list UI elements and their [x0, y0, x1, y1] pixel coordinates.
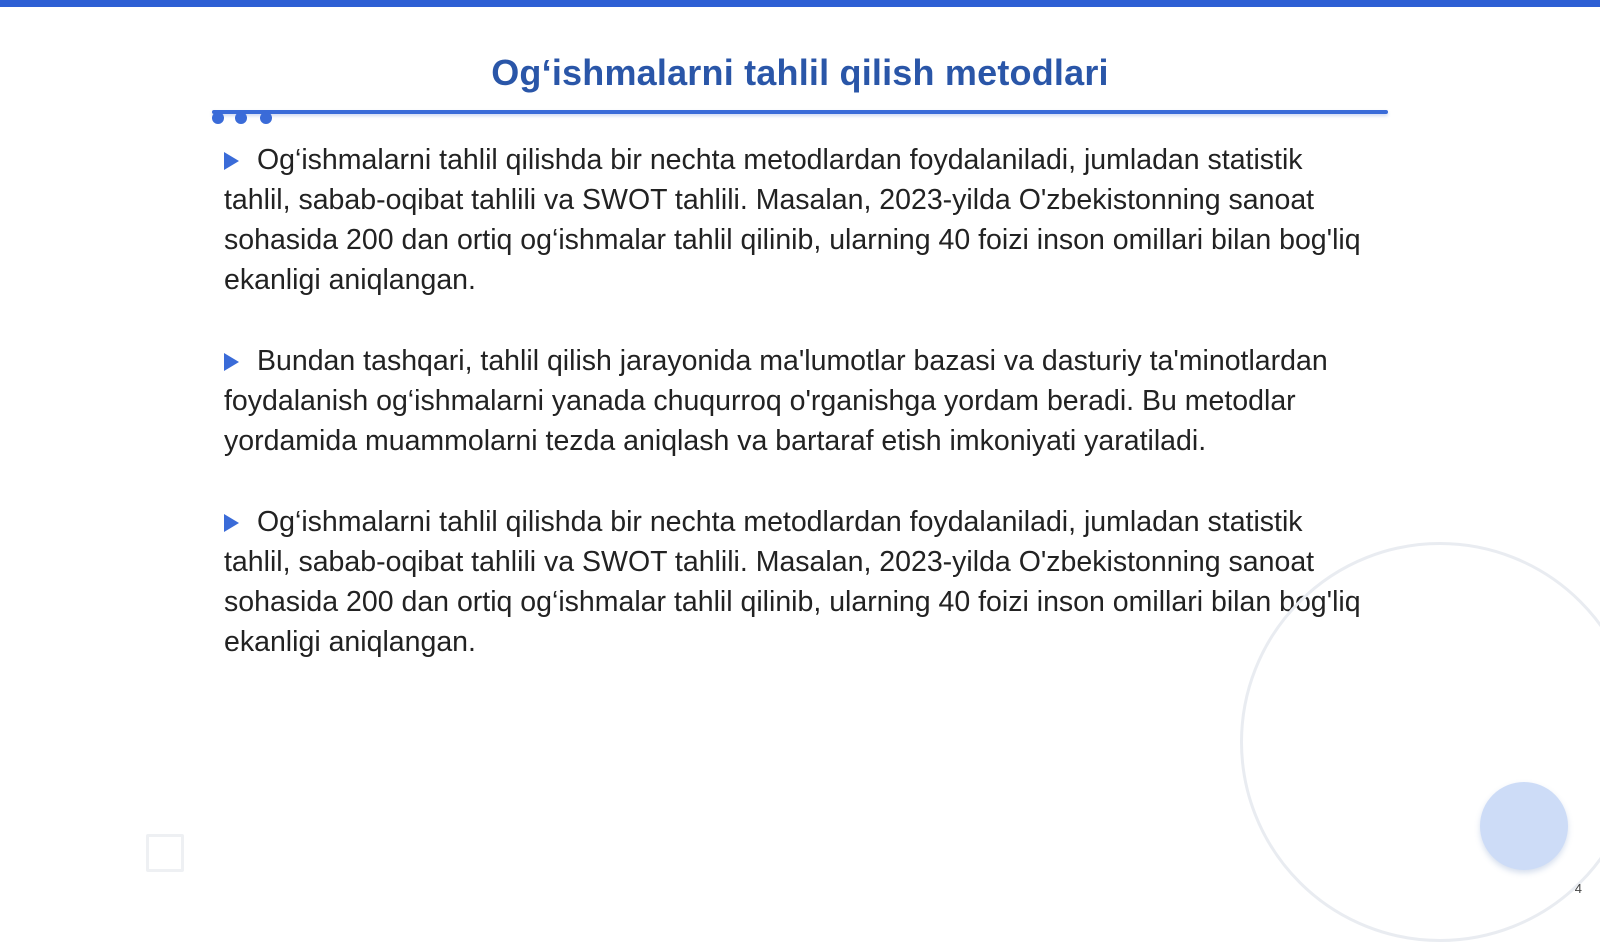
decorative-square-outline — [146, 834, 184, 872]
paragraph-text: Bundan tashqari, tahlil qilish jarayonida ma'lumotlar bazasi va dasturiy ta'minotlardan foydalanish og‘ishmalarni yanada chuqurroq o'rganishga yordam beradi. Bu metodlar yordamida muammolarni tezda aniqlash va bartaraf etish imkoniyati yaratiladi. — [224, 345, 1328, 457]
bullet-paragraph — [224, 502, 1364, 662]
paragraph-text: Og‘ishmalarni tahlil qilishda bir nechta metodlardan foydalaniladi, jumladan statistik tahlil, sabab-oqibat tahlili va SWOT tahlili. Masalan, 2023-yilda O'zbekistonning sanoat sohasida 200 dan ortiq og‘ishmalar tahlil qilinib, ularning 40 foizi inson omillari bilan bog'liq ekanligi aniqlangan. — [224, 144, 1361, 296]
slide-title: Og‘ishmalarni tahlil qilish metodlari — [491, 52, 1109, 93]
paragraph-text: Og‘ishmalarni tahlil qilishda bir nechta metodlardan foydalaniladi, jumladan statistik tahlil, sabab-oqibat tahlili va SWOT tahlili. Masalan, 2023-yilda O'zbekistonning sanoat sohasida 200 dan ortiq og‘ishmalar tahlil qilinib, ularning 40 foizi inson omillari bilan bog'liq ekanligi aniqlangan. — [224, 506, 1361, 658]
bullet-paragraph — [224, 140, 1364, 300]
slide-body — [224, 140, 1364, 703]
dot-icon — [212, 112, 224, 124]
triangle-bullet-icon — [224, 152, 239, 170]
title-underline — [212, 110, 1388, 114]
dot-icon — [235, 112, 247, 124]
dot-icon — [260, 112, 272, 124]
triangle-bullet-icon — [224, 353, 239, 371]
page-number: 4 — [1574, 881, 1582, 896]
bullet-paragraph — [224, 341, 1364, 461]
decorative-blue-circle — [1480, 782, 1568, 870]
top-accent-bar — [0, 0, 1600, 7]
triangle-bullet-icon — [224, 514, 239, 532]
